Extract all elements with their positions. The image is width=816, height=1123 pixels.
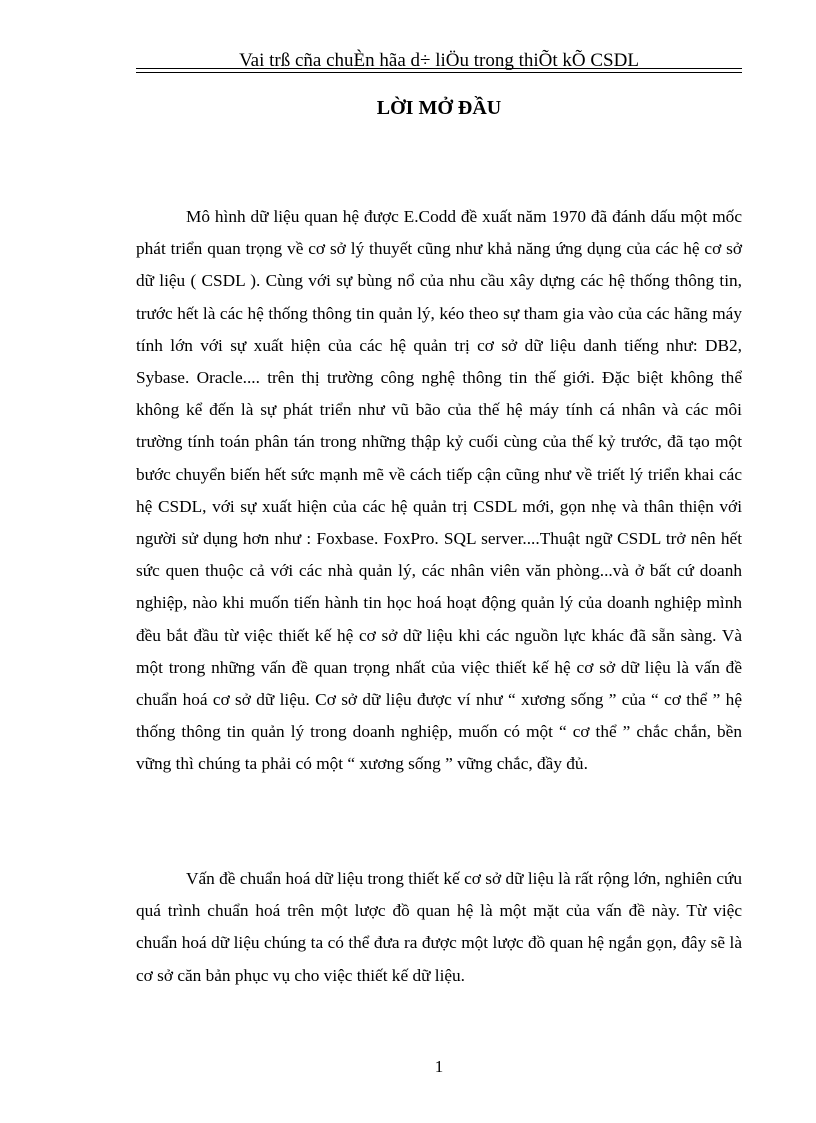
header-rule-bottom	[136, 72, 742, 73]
body-paragraph-1: Mô hình dữ liệu quan hệ được E.Codd đề xuất năm 1970 đã đánh dấu một mốc phát triển quan trọng về cơ sở lý thuyết cũng như khả năng ứng dụng của các hệ cơ sở dữ liệu ( CSDL ). Cùng với sự bùng nổ của nhu cầu xây dựng các hệ thống thông tin, trước hết là các hệ thống thông tin quản lý, kéo theo sự tham gia vào của các hãng máy tính lớn với sự xuất hiện của các hệ quản trị cơ sở dữ liệu danh tiếng như: DB2, Sybase. Oracle.... trên thị trường công nghệ thông tin thế giới. Đặc biệt không thể không kể đến là sự phát triển như vũ bão của thế hệ máy tính cá nhân và các môi trường tính toán phân tán trong những thập kỷ cuối cùng của thế kỷ trước, đã tạo một bước chuyển biến hết sức mạnh mẽ về cách tiếp cận cũng như về triết lý triển khai các hệ CSDL, với sự xuất hiện của các hệ quản trị CSDL mới, gọn nhẹ và thân thiện với người sử dụng hơn như : Foxbase. FoxPro. SQL server....Thuật ngữ CSDL trở nên hết sức quen thuộc cả với các nhà quản lý, các nhân viên văn phòng...và ở bất cứ doanh nghiệp, nào khi muốn tiến hành tin học hoá hoạt động quản lý của doanh nghiệp mình đều bắt đầu từ việc thiết kế hệ cơ sở dữ liệu khi các nguồn lực khác đã sẵn sàng. Và một trong những vấn đề quan trọng nhất của việc thiết kế hệ cơ sở dữ liệu là vấn đề chuẩn hoá cơ sở dữ liệu. Cơ sở dữ liệu được ví như “ xương sống ” của “ cơ thể ” hệ thống thông tin quản lý trong doanh nghiệp, muốn có một “ cơ thể ” chắc chắn, bền vững thì chúng ta phải có một “ xương sống ” vững chắc, đầy đủ.	[136, 207, 742, 774]
running-header-title: Vai trß cña chuÈn hãa d÷ liÖu trong thiÕt kÕ CSDL	[239, 50, 639, 71]
page-number: 1	[434, 1057, 444, 1076]
header-rule-top	[136, 68, 742, 69]
body-paragraph-2: Vấn đề chuẩn hoá dữ liệu trong thiết kế cơ sở dữ liệu là rất rộng lớn, nghiên cứu quá trình chuẩn hoá trên một lược đồ quan hệ là một mặt của vấn đề này. Từ việc chuẩn hoá dữ liệu chúng ta có thể đưa ra được một lược đồ quan hệ ngắn gọn, đây sẽ là cơ sở căn bản phục vụ cho việc thiết kế dữ liệu.	[136, 869, 742, 985]
page-title: LỜI MỞ ĐẦU	[376, 97, 502, 119]
